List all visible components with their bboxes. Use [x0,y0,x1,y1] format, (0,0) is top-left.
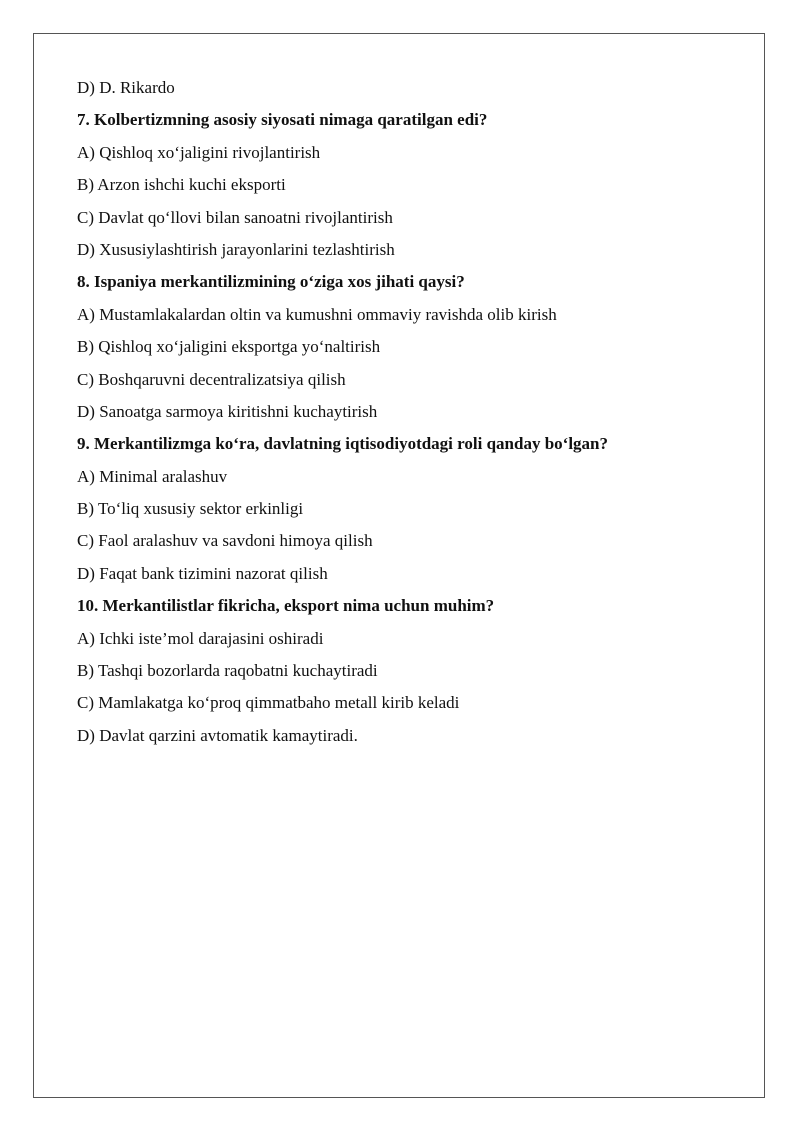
answer-option: D) Davlat qarzini avtomatik kamaytiradi. [77,725,358,745]
answer-option: A) Ichki iste’mol darajasini oshiradi [77,628,324,648]
answer-option: A) Minimal aralashuv [77,466,228,486]
answer-option: D) Xususiylashtirish jarayonlarini tezlashtirish [77,239,395,259]
answer-option: D) Faqat bank tizimini nazorat qilish [77,563,328,583]
answer-option: D) D. Rikardo [77,78,175,97]
answer-option: B) Qishloq xo‘jaligini eksportga yo‘naltirish [77,337,381,357]
question-text: 9. Merkantilizmga ko‘ra, davlatning iqtisodiyotdagi roli qanday bo‘lgan? [77,434,609,454]
question-text: 8. Ispaniya merkantilizmining o‘ziga xos jihati qaysi? [77,272,465,292]
question-list [77,76,757,756]
answer-option: A) Mustamlakalardan oltin va kumushni ommaviy ravishda olib kirish [77,304,557,324]
question-text: 10. Merkantilistlar fikricha, eksport nima uchun muhim? [77,596,495,616]
answer-option: C) Davlat qo‘llovi bilan sanoatni rivojlantirish [77,207,393,227]
answer-option: C) Mamlakatga ko‘proq qimmatbaho metall kirib keladi [77,693,460,713]
answer-option: B) To‘liq xususiy sektor erkinligi [77,499,304,519]
answer-option: B) Tashqi bozorlarda raqobatni kuchaytiradi [77,661,378,681]
answer-option: C) Boshqaruvni decentralizatsiya qilish [77,369,346,389]
answer-option: D) Sanoatga sarmoya kiritishni kuchaytirish [77,401,378,421]
answer-option: B) Arzon ishchi kuchi eksporti [77,175,286,195]
answer-option: C) Faol aralashuv va savdoni himoya qilish [77,531,373,551]
answer-option: A) Qishloq xo‘jaligini rivojlantirish [77,142,321,162]
question-text: 7. Kolbertizmning asosiy siyosati nimaga qaratilgan edi? [77,110,488,130]
